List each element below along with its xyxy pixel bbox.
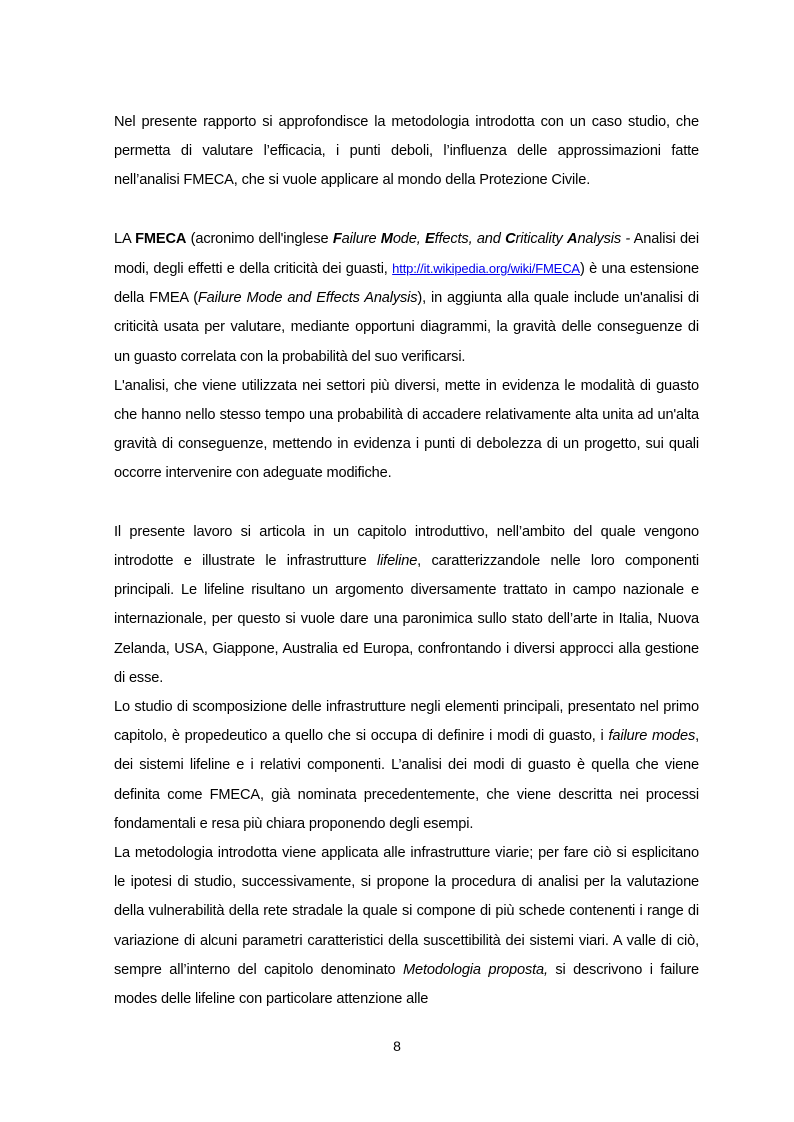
acronym-part-riticality: riticality: [515, 230, 568, 247]
text-fmeca-rest: ), in aggiunta alla quale include un'analisi di criticità usata per valutare, mediante opportuni diagrammi, la gravità delle conseguenze di un guasto correlata con la probabilità del suo verificarsi.: [114, 290, 699, 365]
paragraph-methodology: [114, 839, 699, 1014]
acronym-part-ffects: ffects, and: [434, 230, 506, 247]
body-text: [114, 108, 699, 1014]
acronym-letter-a: A: [567, 230, 578, 247]
text-lifeline-after: , caratterizzandole nelle loro componenti principali. Le lifeline risultano un argomento diversamente trattato in campo nazionale e internazionale, per questo si vuole dare una paronimica sullo stato dell’arte in Italia, Nuova Zelanda, USA, Giappone, Australia ed Europa, confrontando i diversi approcci alla gestione di esse.: [114, 553, 699, 686]
text-after-acronym: Analisi dei modi, degli effetti e della criticità dei guasti,: [114, 230, 699, 277]
acronym-part-nalysis: nalysis -: [577, 230, 631, 247]
paragraph-lifeline-intro: [114, 518, 699, 693]
term-chapter-title: Metodologia proposta,: [403, 961, 548, 978]
term-failure-modes: failure modes: [608, 728, 696, 745]
fmea-full-name: Failure Mode and Effects Analysis: [197, 290, 418, 307]
acronym-letter-f: F: [332, 230, 342, 247]
text-methodology-before: La metodologia introdotta viene applicata alle infrastrutture viarie; per fare ciò si esplicitano le ipotesi di studio, successivamente, si propone la procedura di analisi per la valutazione della vulnerabilità della rete stradale la quale si compone di più schede contenenti i range di variazione di alcuni parametri caratteristici della suscettibilità dei sistemi viari. A valle di ciò, sempre all’interno del capitolo denominato: [114, 845, 699, 978]
page-number: 8: [393, 1038, 401, 1054]
text-methodology-after: si descrivono i failure modes delle lifeline con particolare attenzione alle: [114, 961, 699, 1008]
acronym-expansion: [333, 231, 630, 247]
term-fmeca: FMECA: [135, 230, 187, 247]
paragraph-intro: Nel presente rapporto si approfondisce la metodologia introdotta con un caso studio, che permetta di valutare l’efficacia, i punti deboli, l’influenza delle approssimazioni fatte nell’analisi FMECA, che si vuole applicare al mondo della Protezione Civile.: [114, 114, 699, 189]
acronym-part-ode: ode,: [392, 230, 425, 247]
text-lifeline-before: Il presente lavoro si articola in un capitolo introduttivo, nell’ambito del quale vengono introdotte e illustrate le infrastrutture: [114, 523, 699, 570]
text-after-link: ) è una estensione della FMEA (: [114, 261, 699, 307]
text-decomposition-before: Lo studio di scomposizione delle infrastrutture negli elementi principali, presentato nel primo capitolo, è propedeutico a quello che si occupa di definire i modi di guasto, i: [114, 699, 699, 745]
acronym-letter-m: M: [380, 230, 393, 247]
term-lifeline: lifeline: [376, 553, 418, 570]
paragraph-fmeca-definition: [114, 225, 699, 372]
acronym-letter-c: C: [505, 230, 516, 247]
text-acronym-intro: (acronimo dell'inglese: [186, 230, 333, 247]
acronym-part-ailure: ailure: [341, 230, 381, 247]
text-la: LA: [114, 230, 136, 247]
acronym-letter-e: E: [425, 230, 435, 247]
paragraph-analysis: L'analisi, che viene utilizzata nei settori più diversi, mette in evidenza le modalità di guasto che hanno nello stesso tempo una probabilità di accadere relativamente alta unita ad un'alta gravità di conseguenze, mettendo in evidenza i punti di debolezza di un progetto, sui quali occorre intervenire con adeguate modifiche.: [114, 377, 699, 482]
text-decomposition-after: , dei sistemi lifeline e i relativi componenti. L’analisi dei modi di guasto è quella che viene definita come FMECA, già nominata precedentemente, che viene descritta nei processi fondamentali e resa più chiara proponendo degli esempi.: [114, 728, 699, 832]
wikipedia-fmeca-link[interactable]: http://it.wikipedia.org/wiki/FMECA: [392, 261, 580, 276]
paragraph-decomposition: [114, 693, 699, 839]
